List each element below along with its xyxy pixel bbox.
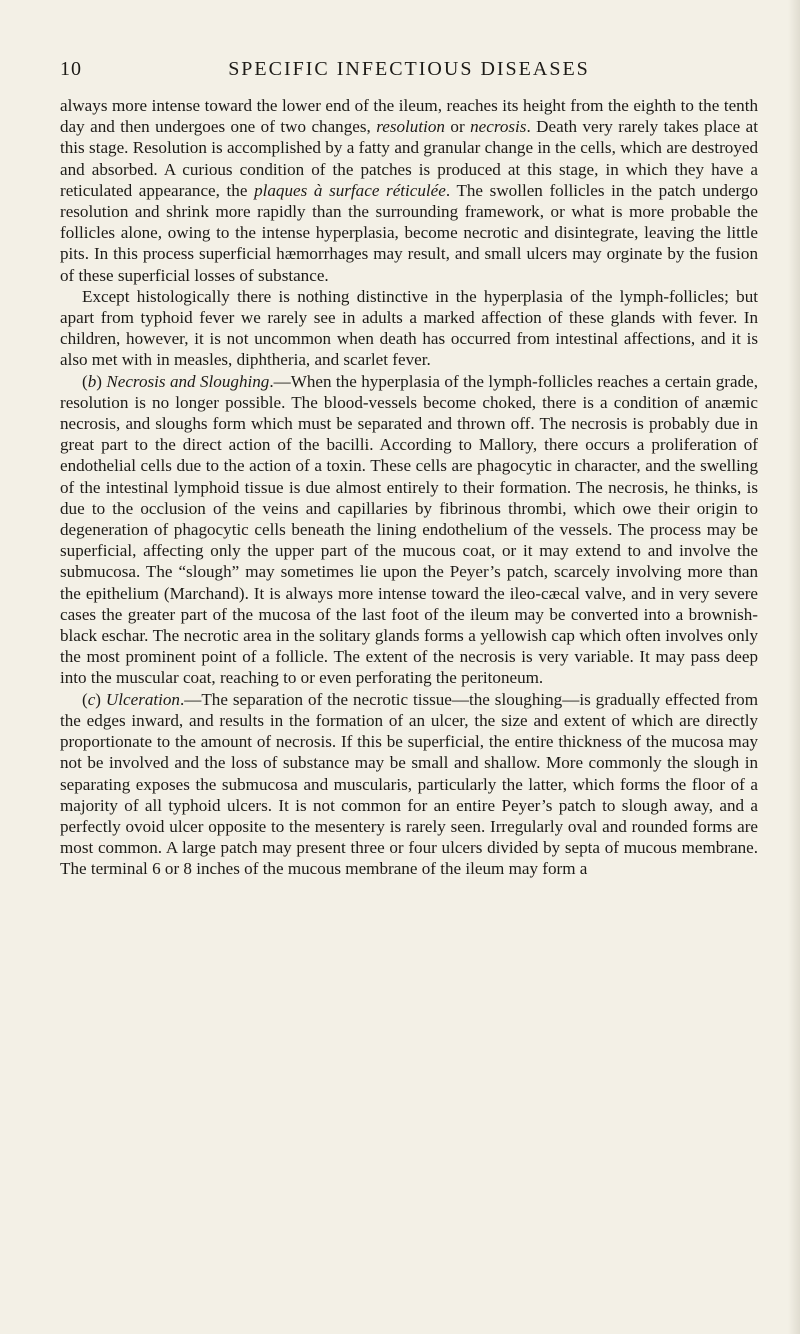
paragraph: always more intense toward the lower end of the ileum, reaches its height from the eighth to the tenth day and then undergoes one of two changes, resolution or necrosis. Death very rarely takes place at this stage. Resolution is accomplished by a fatty and granular change in the cells, which are destroyed and absorbed. A curious condition of the patches is produced at this stage, in which they have a reticulated appearance, the plaques à surface réticulée. The swollen follicles in the patch undergo resolution and shrink more rapidly than the surrounding framework, or what is more probable the follicles alone, owing to the intense hyperplasia, become necrotic and disintegrate, leaving the little pits. In this process superficial hæmorrhages may result, and small ulcers may orginate by the fusion of these superficial losses of substance. <box>60 96 759 285</box>
italic-text: resolution <box>376 117 445 137</box>
running-title: SPECIFIC INFECTIOUS DISEASES <box>228 58 590 80</box>
paragraph: Except histologically there is nothing distinctive in the hyperplasia of the lymph-follicles; but apart from typhoid fever we rarely see in adults a marked affection of these glands with fever. In children, however, it is not uncommon when death has occurred from intestinal affections, and it is also met with in measles, diphtheria, and scarlet fever. <box>60 286 758 370</box>
page-header <box>60 58 758 84</box>
page-edge-shadow <box>788 0 800 1334</box>
italic-text: Ulceration <box>105 689 180 709</box>
body-text <box>60 95 758 880</box>
paragraph: (b) Necrosis and Sloughing.—When the hyperplasia of the lymph-follicles reaches a certain grade, resolution is no longer possible. The blood-vessels become choked, there is a condition of anæmic necrosis, and sloughs form which must be separated and thrown off. The necrosis is probably due in great part to the direct action of the bacilli. According to Mallory, there occurs a proliferation of endothelial cells due to the action of a toxin. These cells are phagocytic in character, and the swelling of the intestinal lymphoid tissue is due almost entirely to their formation. The necrosis, he thinks, is due to the occlusion of the veins and capillaries by fibrinous thrombi, which owe their origin to degeneration of phagocytic cells beneath the lining endothelium of the vessels. The process may be superficial, affecting only the upper part of the mucous coat, or it may extend to and involve the submucosa. The “slough” may sometimes lie upon the Peyer’s patch, scarcely involving more than the epithelium (Marchand). It is always more intense toward the ileo-cæcal valve, and in very severe cases the greater part of the mucosa of the last foot of the ileum may be converted into a brownish-black eschar. The necrotic area in the solitary glands forms a yellowish cap which often involves only the most prominent point of a follicle. The extent of the necrosis is very variable. It may pass deep into the muscular coat, reaching to or even perforating the peritoneum. <box>60 371 758 688</box>
italic-text: c <box>87 689 96 709</box>
paragraph: (c) Ulceration.—The separation of the necrotic tissue—the sloughing—is gradually effected from the edges inward, and results in the formation of an ulcer, the size and extent of which are directly proportionate to the amount of necrosis. If this be superficial, the entire thickness of the mucosa may not be involved and the loss of substance may be small and shallow. More commonly the slough in separating exposes the submucosa and muscularis, particularly the latter, which forms the floor of a majority of all typhoid ulcers. It is not common for an entire Peyer’s patch to slough away, and a perfectly ovoid ulcer opposite to the mesentery is rarely seen. Irregularly oval and rounded forms are most common. A large patch may present three or four ulcers divided by septa of mucous membrane. The terminal 6 or 8 inches of the mucous membrane of the ileum may form a <box>60 689 758 879</box>
page-number: 10 <box>60 58 82 80</box>
italic-text: plaques à surface réticulée <box>254 180 446 200</box>
italic-text: necrosis <box>470 117 527 137</box>
italic-text: b <box>87 371 97 391</box>
italic-text: Necrosis and Sloughing <box>106 371 270 391</box>
